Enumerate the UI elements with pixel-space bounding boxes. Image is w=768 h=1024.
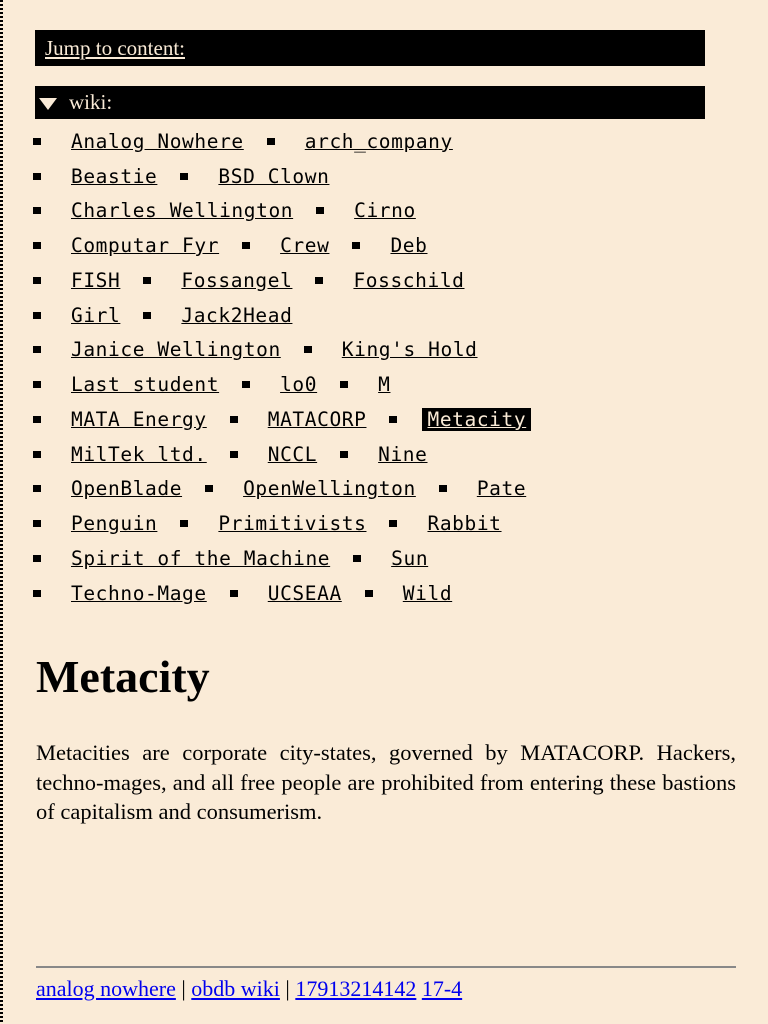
footer-separator: | (181, 976, 186, 1001)
bullet-icon (389, 520, 397, 527)
wiki-list-item (33, 130, 244, 153)
wiki-link-sun[interactable]: Sun (391, 546, 429, 570)
footer-divider (36, 966, 736, 968)
wiki-list-item (352, 234, 427, 257)
bullet-icon (180, 173, 188, 180)
wiki-link-miltek-ltd[interactable]: MilTek ltd. (71, 442, 207, 466)
wiki-list-row (33, 472, 733, 507)
wiki-list-item (365, 582, 452, 605)
wiki-list-row (33, 194, 733, 229)
wiki-list-item (33, 408, 207, 431)
bullet-icon (205, 485, 213, 492)
wiki-list-item (340, 443, 427, 466)
bullet-icon (33, 277, 41, 284)
wiki-link-beastie[interactable]: Beastie (71, 164, 158, 188)
wiki-list-item (242, 373, 317, 396)
wiki-menu-label: wiki: (69, 90, 113, 114)
wiki-link-mata-energy[interactable]: MATA Energy (71, 407, 207, 431)
wiki-list-row (33, 402, 733, 437)
wiki-list-item (33, 443, 207, 466)
wiki-link-crew[interactable]: Crew (280, 234, 330, 258)
bullet-icon (33, 485, 41, 492)
wiki-link-pate[interactable]: Pate (476, 477, 527, 501)
wiki-link-cirno[interactable]: Cirno (354, 199, 416, 223)
bullet-icon (180, 520, 188, 527)
bullet-icon (33, 138, 41, 145)
wiki-list-item (33, 512, 157, 535)
wiki-list-item (143, 269, 292, 292)
bullet-icon (33, 173, 41, 180)
wiki-list-item (340, 373, 390, 396)
wiki-list-row (33, 159, 733, 194)
wiki-list-row (33, 298, 733, 333)
wiki-list-item (389, 408, 531, 431)
wiki-list-item (143, 304, 292, 327)
bullet-icon (33, 590, 41, 597)
bullet-icon (230, 590, 238, 597)
bullet-icon (33, 555, 41, 562)
wiki-link-jack2head[interactable]: Jack2Head (181, 303, 293, 327)
footer-link-page-version[interactable]: 17-4 (421, 976, 463, 1001)
wiki-link-nccl[interactable]: NCCL (267, 442, 318, 466)
bullet-icon (352, 242, 360, 249)
wiki-list-item (33, 547, 330, 570)
wiki-list-item (316, 199, 416, 222)
bullet-icon (33, 381, 41, 388)
wiki-list-item (267, 130, 453, 153)
wiki-link-fossangel[interactable]: Fossangel (181, 268, 293, 292)
wiki-link-rabbit[interactable]: Rabbit (427, 512, 502, 536)
wiki-list-item (33, 165, 157, 188)
wiki-link-wild[interactable]: Wild (402, 581, 453, 605)
wiki-link-last-student[interactable]: Last student (71, 373, 220, 397)
bullet-icon (33, 242, 41, 249)
footer-link-obdb-wiki[interactable]: obdb wiki (191, 976, 280, 1001)
bullet-icon (389, 416, 397, 423)
wiki-list-item (33, 582, 207, 605)
footer-separator: | (285, 976, 290, 1001)
wiki-link-ucseaa[interactable]: UCSEAA (267, 581, 342, 605)
jump-to-content-link[interactable]: Jump to content: (45, 35, 185, 60)
wiki-link-primitivists[interactable]: Primitivists (218, 512, 367, 536)
wiki-link-openwellington[interactable]: OpenWellington (243, 477, 416, 501)
bullet-icon (439, 485, 447, 492)
bullet-icon (143, 312, 151, 319)
wiki-list-item (304, 338, 478, 361)
wiki-link-matacorp[interactable]: MATACORP (267, 407, 367, 431)
bullet-icon (267, 138, 275, 145)
bullet-icon (33, 451, 41, 458)
wiki-link-analog-nowhere[interactable]: Analog Nowhere (71, 129, 244, 153)
wiki-link-king-s-hold[interactable]: King's Hold (341, 338, 478, 362)
wiki-list-item (242, 234, 329, 257)
wiki-list-item (205, 477, 416, 500)
bullet-icon (33, 312, 41, 319)
wiki-list-item (33, 234, 219, 257)
wiki-list-row (33, 541, 733, 576)
wiki-link-penguin[interactable]: Penguin (71, 512, 158, 536)
wiki-menu-toggle[interactable] (35, 86, 705, 119)
wiki-list-row (33, 333, 733, 368)
wiki-list-item (230, 443, 317, 466)
article-body: Metacities are corporate city-states, governed by MATACORP. Hackers, techno-mages, and all free people are prohibited from entering these bastions of capitalism and consumerism. (36, 740, 736, 824)
wiki-link-lo0[interactable]: lo0 (280, 373, 318, 397)
wiki-list-item (230, 408, 367, 431)
wiki-link-openblade[interactable]: OpenBlade (71, 477, 183, 501)
wiki-list-item (33, 304, 120, 327)
bullet-icon (242, 381, 250, 388)
wiki-link-girl[interactable]: Girl (71, 303, 121, 327)
bullet-icon (230, 451, 238, 458)
wiki-list-item (33, 338, 281, 361)
wiki-page-list (33, 124, 733, 611)
page-left-border (0, 0, 3, 1024)
wiki-link-deb[interactable]: Deb (390, 234, 428, 258)
wiki-list-item (33, 477, 182, 500)
bullet-icon (33, 207, 41, 214)
wiki-list-item (439, 477, 526, 500)
wiki-list-row (33, 263, 733, 298)
bullet-icon (365, 590, 373, 597)
wiki-list-row (33, 367, 733, 402)
wiki-list-item (180, 512, 366, 535)
wiki-list-item (353, 547, 428, 570)
wiki-link-bsd-clown[interactable]: BSD Clown (218, 164, 330, 188)
bullet-icon (315, 277, 323, 284)
wiki-link-metacity[interactable]: Metacity (422, 408, 531, 431)
wiki-list-item (33, 199, 293, 222)
footer (36, 976, 462, 1002)
bullet-icon (33, 346, 41, 353)
wiki-list-item (389, 512, 501, 535)
wiki-link-arch-company[interactable]: arch_company (304, 129, 453, 153)
wiki-link-spirit-of-the-machine[interactable]: Spirit of the Machine (71, 546, 331, 570)
bullet-icon (353, 555, 361, 562)
wiki-link-computar-fyr[interactable]: Computar Fyr (71, 234, 220, 258)
wiki-list-row (33, 576, 733, 611)
wiki-link-techno-mage[interactable]: Techno-Mage (71, 581, 207, 605)
footer-link-page-id[interactable]: 17913214142 (295, 976, 417, 1001)
page-title: Metacity (36, 651, 210, 702)
wiki-link-janice-wellington[interactable]: Janice Wellington (71, 338, 281, 362)
wiki-list-item (33, 373, 219, 396)
bullet-icon (340, 451, 348, 458)
footer-link-analog-nowhere[interactable]: analog nowhere (36, 976, 176, 1001)
bullet-icon (242, 242, 250, 249)
skip-bar (35, 30, 705, 66)
triangle-down-icon (39, 98, 57, 110)
bullet-icon (143, 277, 151, 284)
wiki-link-fosschild[interactable]: Fosschild (353, 268, 465, 292)
wiki-list-item (180, 165, 329, 188)
wiki-list-row (33, 506, 733, 541)
bullet-icon (340, 381, 348, 388)
wiki-list-row (33, 228, 733, 263)
wiki-list-row (33, 124, 733, 159)
bullet-icon (33, 520, 41, 527)
wiki-list-item (315, 269, 464, 292)
bullet-icon (230, 416, 238, 423)
bullet-icon (33, 416, 41, 423)
bullet-icon (316, 207, 324, 214)
wiki-link-fish[interactable]: FISH (71, 268, 121, 292)
wiki-link-nine[interactable]: Nine (378, 442, 428, 466)
wiki-list-row (33, 437, 733, 472)
wiki-list-item (33, 269, 120, 292)
wiki-link-m[interactable]: M (378, 373, 391, 397)
bullet-icon (304, 346, 312, 353)
wiki-list-item (230, 582, 342, 605)
wiki-link-charles-wellington[interactable]: Charles Wellington (71, 199, 294, 223)
